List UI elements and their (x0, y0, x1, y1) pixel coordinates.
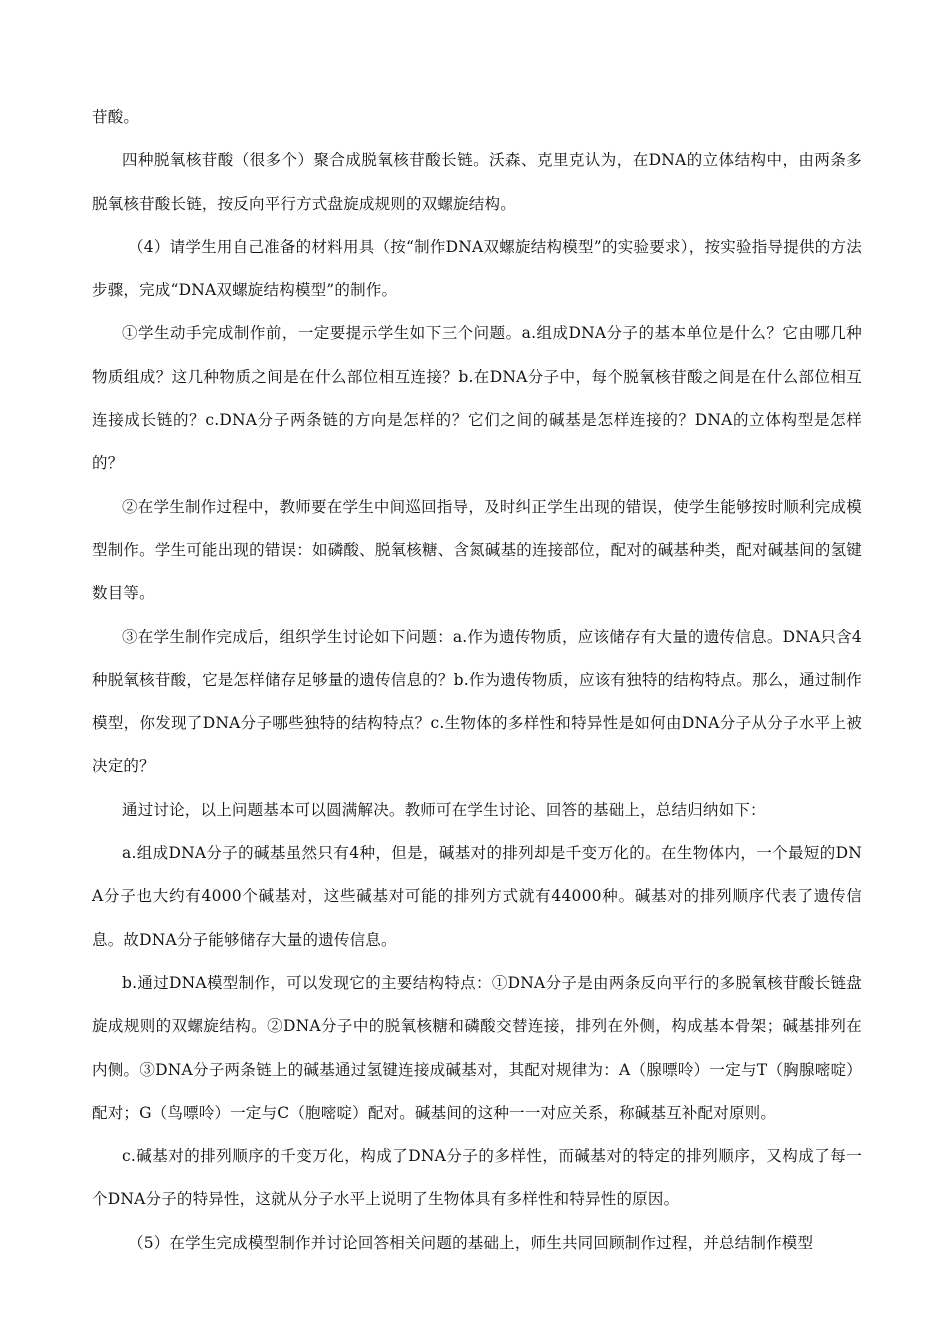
paragraph-step-5: （5）在学生完成模型制作并讨论回答相关问题的基础上，师生共同回顾制作过程，并总结制作模型 (128, 1233, 814, 1252)
paragraph-summary-intro: 通过讨论，以上问题基本可以圆满解决。教师可在学生讨论、回答的基础上，总结归纳如下： (122, 800, 766, 819)
paragraph-continuation: 苷酸。 (92, 108, 140, 126)
paragraph-questions-before-making: ①学生动手完成制作前，一定要提示学生如下三个问题。a.组成DNA分子的基本单位是什么？它由哪几种物质组成？这几种物质之间是在什么部位相互连接？b.在DNA分子中，每个脱氧核苷酸之间是在什么部位相互连接成长链的？c.DNA分子两条链的方向是怎样的？它们之间的碱基是怎样连接的？DNA的立体构型是怎样的？ (92, 324, 862, 473)
paragraph-summary-a: a.组成DNA分子的碱基虽然只有4种，但是，碱基对的排列却是千变万化的。在生物体内，一个最短的DNA分子也大约有4000个碱基对，这些碱基对可能的排列方式就有44000种。碱基对的排列顺序代表了遗传信息。故DNA分子能够储存大量的遗传信息。 (92, 844, 862, 949)
paragraph-summary-b: b.通过DNA模型制作，可以发现它的主要结构特点：①DNA分子是由两条反向平行的多脱氧核苷酸长链盘旋成规则的双螺旋结构。②DNA分子中的脱氧核糖和磷酸交替连接，排列在外侧，构成基本骨架；碱基排列在内侧。③DNA分子两条链上的碱基通过氢键连接成碱基对，其配对规律为：A（腺嘌呤）一定与T（胸腺嘧啶）配对；G（鸟嘌呤）一定与C（胞嘧啶）配对。碱基间的这种一一对应关系，称碱基互补配对原则。 (92, 973, 862, 1122)
paragraph-discussion-questions: ③在学生制作完成后，组织学生讨论如下问题：a.作为遗传物质，应该储存有大量的遗传信息。DNA只含4种脱氧核苷酸，它是怎样储存足够量的遗传信息的？b.作为遗传物质，应该有独特的结构特点。那么，通过制作模型，你发现了DNA分子哪些独特的结构特点？c.生物体的多样性和特异性是如何由DNA分子从分子水平上被决定的？ (92, 627, 862, 776)
paragraph-summary-c: c.碱基对的排列顺序的千变万化，构成了DNA分子的多样性，而碱基对的特定的排列顺序，又构成了每一个DNA分子的特异性，这就从分子水平上说明了生物体具有多样性和特异性的原因。 (92, 1147, 862, 1209)
paragraph-teacher-guidance: ②在学生制作过程中，教师要在学生中间巡回指导，及时纠正学生出现的错误，使学生能够按时顺利完成模型制作。学生可能出现的错误：如磷酸、脱氧核糖、含氮碱基的连接部位，配对的碱基种类，配对碱基间的氢键数目等。 (92, 497, 862, 603)
document-page (92, 96, 862, 1265)
paragraph-deoxynucleotide-chains: 四种脱氧核苷酸（很多个）聚合成脱氧核苷酸长链。沃森、克里克认为，在DNA的立体结构中，由两条多脱氧核苷酸长链，按反向平行方式盘旋成规则的双螺旋结构。 (92, 151, 862, 213)
paragraph-step-4: （4）请学生用自己准备的材料用具（按“制作DNA双螺旋结构模型”的实验要求），按实验指导提供的方法步骤，完成“DNA双螺旋结构模型”的制作。 (92, 237, 862, 300)
